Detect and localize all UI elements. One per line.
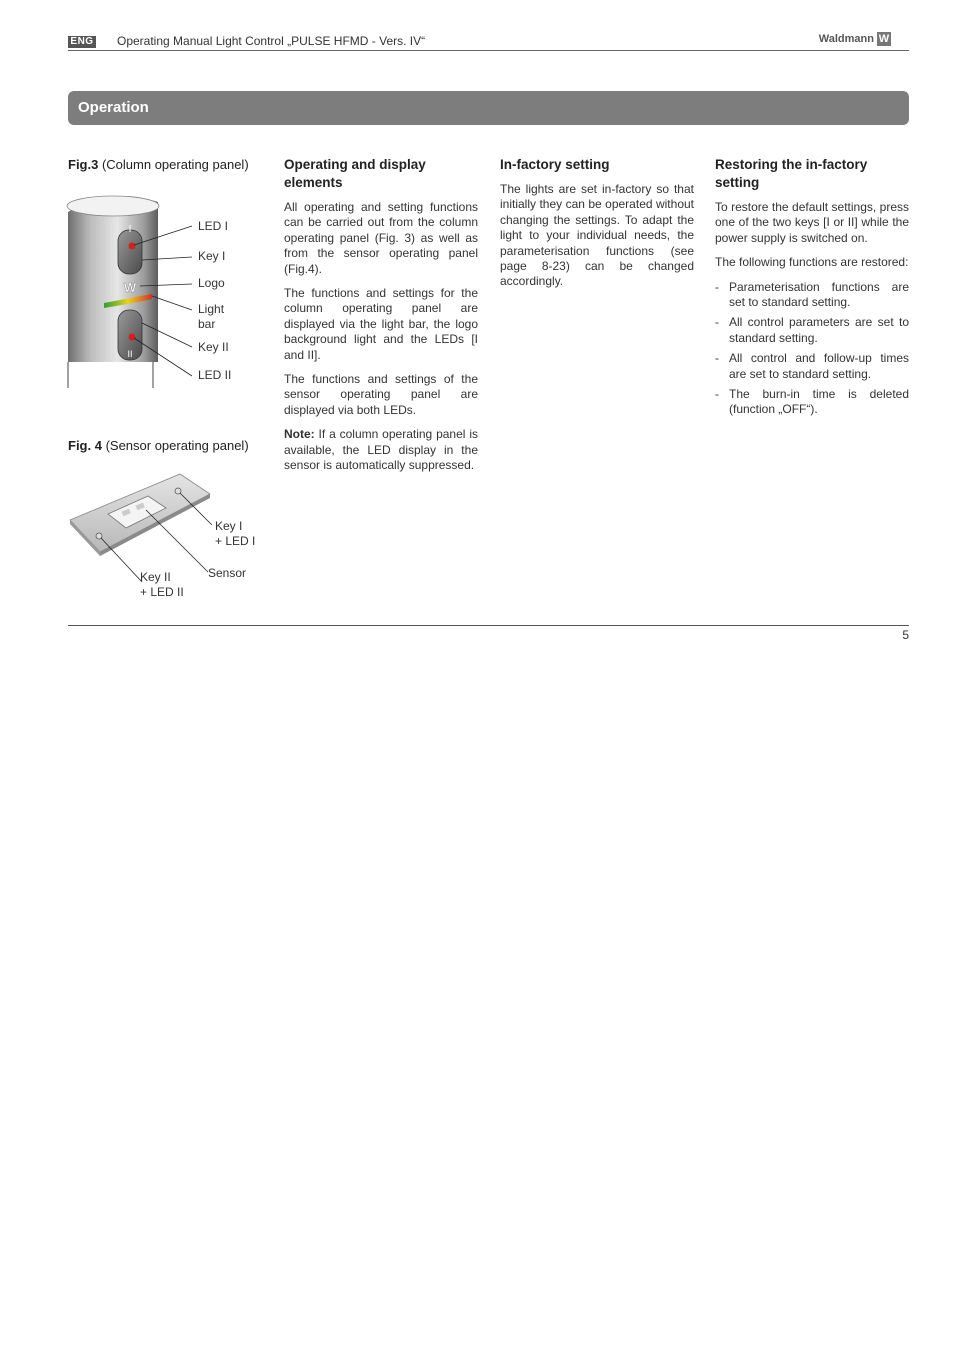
label-logo: Logo xyxy=(198,276,225,290)
fig3-caption-bold: Fig.3 xyxy=(68,157,99,172)
factory-setting-p1: The lights are set in-factory so that initially they can be operated without changing the settings. To adapt the light to your individual needs, the parameterisation functions (see page 8-23) can be changed accordingly. xyxy=(500,182,694,289)
label-sensor-key-2: Key II xyxy=(140,570,171,584)
list-item: - All control parameters are set to standard setting. xyxy=(715,315,909,346)
header-divider xyxy=(68,50,909,51)
restore-setting-p1: To restore the default settings, press one of the two keys [I or II] while the power supply is switched on. xyxy=(715,200,909,245)
operating-elements-p3: The functions and settings of the sensor operating panel are displayed via both LEDs. xyxy=(284,372,478,417)
restore-setting-p2: The following functions are restored: xyxy=(715,255,909,270)
led-1 xyxy=(129,243,136,250)
operating-elements-column xyxy=(284,156,478,483)
column-top xyxy=(67,196,159,216)
key-1 xyxy=(118,230,142,274)
fig3-caption xyxy=(68,157,249,172)
operating-elements-note xyxy=(284,427,478,473)
key-2-mark: II xyxy=(127,349,133,359)
fig4-caption-bold: Fig. 4 xyxy=(68,438,102,453)
note-text: If a column operating panel is available, the LED display in the sensor is automatically suppressed. xyxy=(284,427,478,473)
brand-logo-icon: W xyxy=(878,33,890,45)
label-led-2: LED II xyxy=(198,368,232,382)
key-1-mark: I xyxy=(128,224,132,235)
restored-functions-list xyxy=(715,280,909,418)
list-item: - All control and follow-up times are set to standard setting. xyxy=(715,351,909,382)
document-title: Operating Manual Light Control „PULSE HFMD - Vers. IV“ xyxy=(117,34,426,48)
label-key-1: Key I xyxy=(198,249,226,263)
list-item: - The burn-in time is deleted (function „OFF“). xyxy=(715,387,909,418)
operating-elements-heading: Operating and display elements xyxy=(284,157,426,190)
label-sensor-led-2: + LED II xyxy=(140,585,184,599)
column-body xyxy=(68,196,158,362)
label-sensor: Sensor xyxy=(208,566,247,580)
factory-setting-heading: In-factory setting xyxy=(500,157,610,172)
page-number: 5 xyxy=(902,628,909,642)
footer-divider xyxy=(68,625,909,626)
fig4-caption xyxy=(68,438,249,453)
restore-setting-heading: Restoring the in-factory setting xyxy=(715,157,868,190)
operating-elements-p2: The functions and settings for the column operating panel are displayed via the light bar, the logo background light and the LEDs [I and II]. xyxy=(284,286,478,362)
label-led-1: LED I xyxy=(198,219,229,233)
brand xyxy=(819,32,891,46)
fig4-caption-text: (Sensor operating panel) xyxy=(101,438,249,453)
column-panel-illustration xyxy=(60,190,270,390)
operating-elements-p1: All operating and setting functions can be carried out from the column operating panel (Fig. 3) as well as from the sensor operating panel (Fig.4). xyxy=(284,200,478,276)
logo-mark: W xyxy=(123,280,137,295)
label-key-2: Key II xyxy=(198,340,229,354)
section-title: Operation xyxy=(68,91,909,125)
brand-name: Waldmann xyxy=(818,33,874,45)
factory-setting-column xyxy=(500,156,694,299)
fig3-caption-text: (Column operating panel) xyxy=(98,157,249,172)
label-light-bar-2: bar xyxy=(198,317,216,331)
list-item: - Parameterisation functions are set to standard setting. xyxy=(715,280,909,311)
led-2 xyxy=(129,334,136,341)
label-sensor-key-1: Key I xyxy=(215,519,243,533)
label-light-bar-1: Light xyxy=(198,302,225,316)
note-label: Note: xyxy=(284,427,315,442)
label-sensor-led-1: + LED I xyxy=(215,534,256,548)
language-badge: ENG xyxy=(68,36,96,48)
restore-setting-column xyxy=(715,156,909,423)
